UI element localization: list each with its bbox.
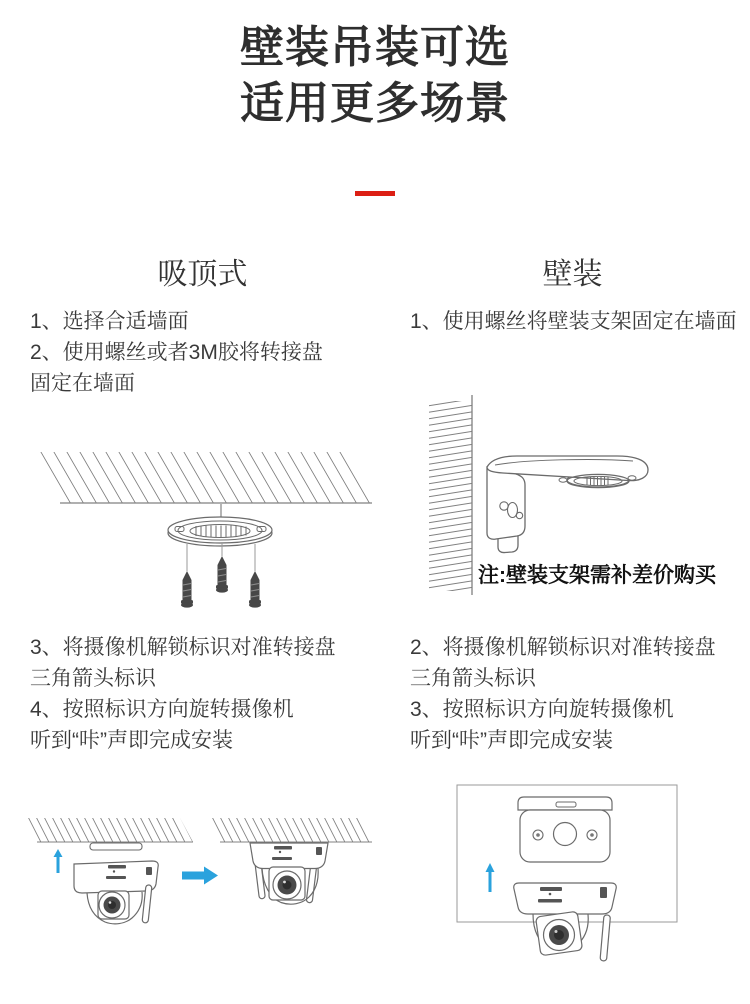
mounted-adapter-plate [90,843,142,850]
camera-attached-drawing [250,843,328,904]
ceiling-hatch-right [208,818,372,842]
step-line: 固定在墙面 [30,372,135,395]
step-line: 2、将摄像机解锁标识对准转接盘 [410,636,716,659]
right-arrow-icon [182,867,218,885]
up-arrow-icon [486,863,495,892]
ceiling-camera-install-illustration [10,805,390,945]
camera-detached-drawing [74,861,158,924]
ceiling-hatch [32,452,372,503]
page-title-line2: 适用更多场景 [240,79,510,128]
wall-steps-bottom [410,632,742,756]
red-divider [355,191,395,196]
ceiling-steps-bottom [30,632,392,756]
step-line: 听到“咔”声即完成安装 [410,729,613,752]
ceiling-adapter-plate-illustration [15,440,375,655]
ceiling-steps-top [30,306,382,399]
wall-camera-install-illustration [440,775,740,975]
wall-steps-top [410,306,742,337]
step-line: 3、将摄像机解锁标识对准转接盘 [30,636,336,659]
up-arrow-icon [54,849,63,873]
wall-bracket [487,456,648,553]
ceiling-section-heading: 吸顶式 [157,258,248,291]
step-line: 2、使用螺丝或者3M胶将转接盘 [30,341,323,364]
screws [181,556,261,608]
wall-bracket-note: 注:壁装支架需补差价购买 [478,564,716,587]
step-line: 听到“咔”声即完成安装 [30,729,233,752]
page-title-line1: 壁装吊装可选 [240,23,510,72]
red-divider-bar [355,191,395,196]
bracket-mount-plate [518,797,612,862]
step-line: 3、按照标识方向旋转摄像机 [410,698,674,721]
step-line: 1、选择合适墙面 [30,310,189,333]
step-line: 三角箭头标识 [30,667,156,690]
step-line: 三角箭头标识 [410,667,536,690]
wall-hatch [429,395,472,595]
step-line: 1、使用螺丝将壁装支架固定在墙面 [410,310,737,333]
wall-section-heading: 壁装 [542,258,603,291]
step-line: 4、按照标识方向旋转摄像机 [30,698,294,721]
adapter-plate [168,504,272,546]
page-title [0,20,750,132]
ceiling-hatch-left [23,818,193,842]
